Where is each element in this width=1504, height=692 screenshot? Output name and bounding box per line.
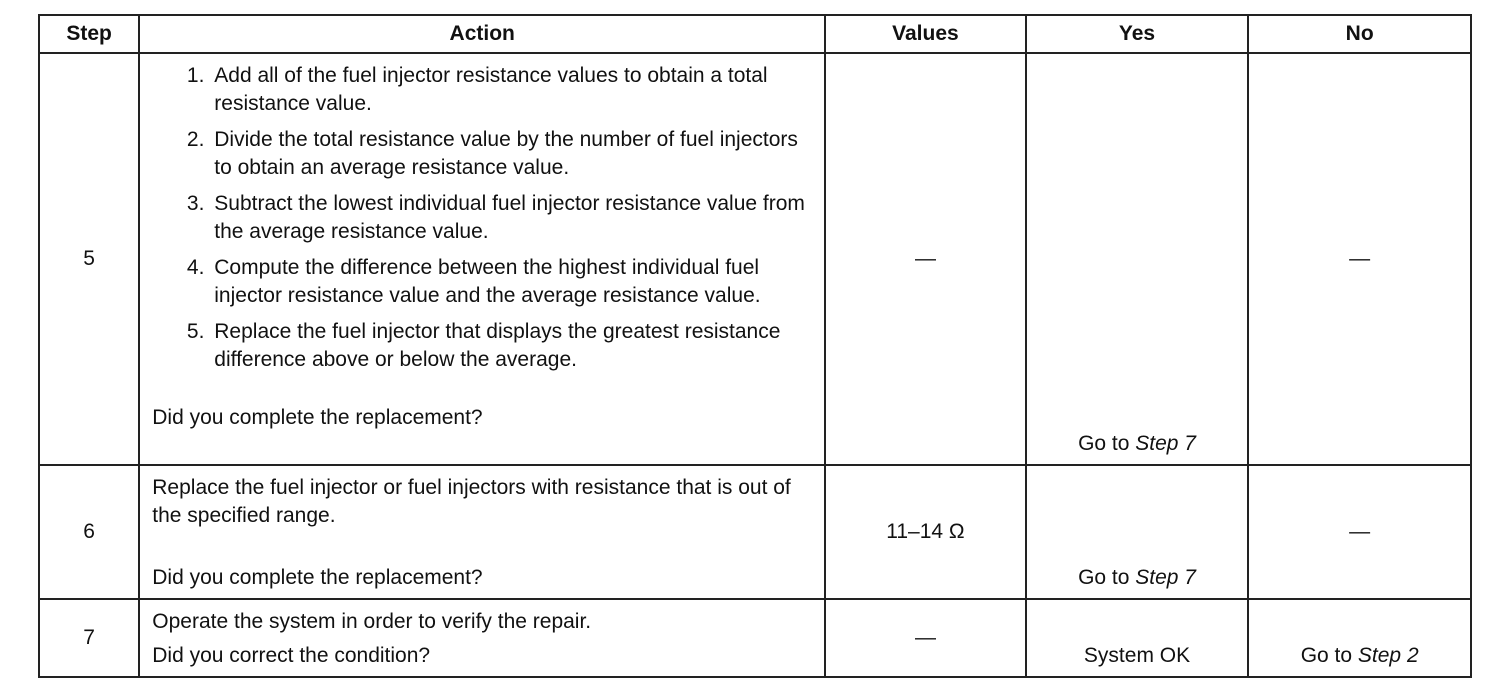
- action-text: Operate the system in order to verify the repair.: [152, 610, 592, 633]
- yes-text: System OK: [1083, 644, 1191, 667]
- table-row-step-6: [39, 465, 1471, 599]
- header-values: Values: [825, 15, 1026, 53]
- action-step-item: 4. Compute the difference between the highest individual fuel injector resistance value and the average resistance value.: [210, 254, 814, 310]
- action-step-item: 2. Divide the total resistance value by the number of fuel injectors to obtain an average resistance value.: [210, 126, 814, 182]
- no-prefix: Go to: [1300, 644, 1358, 667]
- action-cell: [139, 53, 825, 465]
- action-steps-list: [152, 62, 814, 374]
- action-cell: [139, 599, 825, 677]
- action-cell: [139, 465, 825, 599]
- no-text: —: [1349, 520, 1371, 543]
- table-row-step-5: [39, 53, 1471, 465]
- action-question: Did you correct the condition?: [152, 644, 431, 667]
- values-cell: [825, 599, 1026, 677]
- action-text: Replace the fuel injector or fuel injectors with resistance that is out of the specified range.: [152, 476, 791, 527]
- no-cell: [1248, 465, 1471, 599]
- no-cell: [1248, 53, 1471, 465]
- no-cell: [1248, 599, 1471, 677]
- yes-cell: [1026, 599, 1249, 677]
- header-no: No: [1248, 15, 1471, 53]
- action-question: Did you complete the replacement?: [152, 406, 483, 429]
- diagnostic-table: [38, 14, 1472, 678]
- values-text: —: [914, 247, 936, 270]
- step-number: 6: [39, 465, 139, 599]
- step-number: 5: [39, 53, 139, 465]
- yes-step-ref: Step 7: [1135, 432, 1196, 455]
- action-step-item: 5. Replace the fuel injector that displays the greatest resistance difference above or below the average.: [210, 318, 814, 374]
- yes-step-ref: Step 7: [1135, 566, 1196, 589]
- header-yes: Yes: [1026, 15, 1249, 53]
- yes-prefix: Go to: [1078, 432, 1136, 455]
- no-text: —: [1349, 247, 1371, 270]
- values-cell: [825, 465, 1026, 599]
- table-row-step-7: [39, 599, 1471, 677]
- values-text: 11–14 Ω: [886, 520, 965, 543]
- header-action: Action: [139, 15, 825, 53]
- step-number: 7: [39, 599, 139, 677]
- values-text: —: [914, 626, 936, 649]
- header-step: Step: [39, 15, 139, 53]
- yes-prefix: Go to: [1078, 566, 1136, 589]
- no-step-ref: Step 2: [1357, 644, 1419, 667]
- action-step-item: 1. Add all of the fuel injector resistance values to obtain a total resistance value.: [210, 62, 814, 118]
- action-question: Did you complete the replacement?: [152, 566, 483, 589]
- yes-cell: [1026, 53, 1249, 465]
- header-row: [39, 15, 1471, 53]
- action-step-item: 3. Subtract the lowest individual fuel injector resistance value from the average resistance value.: [210, 190, 814, 246]
- yes-cell: [1026, 465, 1249, 599]
- values-cell: [825, 53, 1026, 465]
